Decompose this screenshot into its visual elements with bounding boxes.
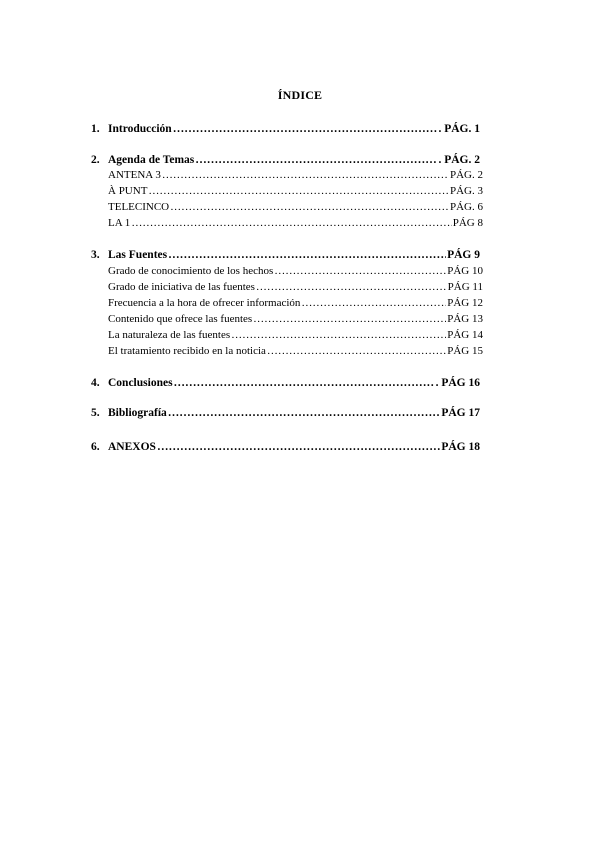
- toc-entry-anexos[interactable]: [91, 440, 480, 454]
- subentry-label: LA 1: [108, 217, 131, 229]
- toc-subentry-iniciativa[interactable]: [108, 280, 483, 294]
- dot-leader: [301, 296, 446, 310]
- page-title: ÍNDICE: [277, 88, 323, 102]
- dot-leader: [162, 168, 449, 182]
- subentry-label: Grado de iniciativa de las fuentes: [108, 281, 255, 293]
- entry-label: Agenda de Temas: [108, 154, 195, 166]
- toc-subentry-conocimiento[interactable]: [108, 264, 483, 278]
- toc-subentry-frecuencia[interactable]: [108, 296, 483, 310]
- toc-entry-bibliografia[interactable]: [91, 406, 480, 420]
- entry-page: . PÁG. 2: [438, 154, 480, 166]
- subentry-page: PÁG. 3: [449, 185, 483, 197]
- entry-label: ANEXOS: [108, 441, 156, 453]
- toc-subentry-apunt[interactable]: [108, 184, 483, 198]
- toc-subentry-contenido[interactable]: [108, 312, 483, 326]
- toc-entry-introduccion[interactable]: [91, 122, 480, 136]
- dot-leader: [170, 200, 449, 214]
- entry-page: . PÁG 16: [435, 377, 480, 389]
- toc-subentry-tratamiento[interactable]: [108, 344, 483, 358]
- dot-leader: [131, 216, 451, 230]
- toc-entry-conclusiones[interactable]: [91, 376, 480, 390]
- subentry-label: Contenido que ofrece las fuentes: [108, 313, 253, 325]
- subentry-page: PÁG 11: [447, 281, 483, 293]
- subentry-page: PÁG 8: [452, 217, 483, 229]
- toc-entry-agenda[interactable]: [91, 153, 480, 167]
- dot-leader: [174, 376, 435, 390]
- toc-subentry-naturaleza[interactable]: [108, 328, 483, 342]
- entry-number: 3.: [91, 249, 100, 261]
- entry-number: 6.: [91, 441, 100, 453]
- subentry-page: PÁG 12: [447, 297, 483, 309]
- toc-subentry-telecinco[interactable]: [108, 200, 483, 214]
- dot-leader: [168, 248, 446, 262]
- dot-leader: [231, 328, 446, 342]
- subentry-label: Frecuencia a la hora de ofrecer información: [108, 297, 301, 309]
- subentry-label: La naturaleza de las fuentes: [108, 329, 231, 341]
- entry-page: PÁG 18: [441, 441, 480, 453]
- entry-page: PÁG 17: [441, 407, 480, 419]
- dot-leader: [168, 406, 441, 420]
- entry-page: PÁG 9: [447, 249, 480, 261]
- toc-entry-fuentes[interactable]: [91, 248, 480, 262]
- subentry-label: El tratamiento recibido en la noticia: [108, 345, 266, 357]
- subentry-page: PÁG 14: [447, 329, 483, 341]
- subentry-page: PÁG. 6: [449, 201, 483, 213]
- toc-subentry-antena3[interactable]: [108, 168, 483, 182]
- entry-number: 5.: [91, 407, 100, 419]
- entry-label: Las Fuentes: [108, 249, 168, 261]
- dot-leader: [157, 440, 440, 454]
- dot-leader: [173, 122, 438, 136]
- dot-leader: [195, 153, 437, 167]
- entry-number: 1.: [91, 123, 100, 135]
- dot-leader: [274, 264, 446, 278]
- entry-number: 4.: [91, 377, 100, 389]
- entry-page: . PÁG. 1: [438, 123, 480, 135]
- subentry-page: PÁG. 2: [449, 169, 483, 181]
- entry-label: Conclusiones: [108, 377, 173, 389]
- dot-leader: [267, 344, 446, 358]
- dot-leader: [148, 184, 449, 198]
- subentry-label: TELECINCO: [108, 201, 170, 213]
- entry-label: Introducción: [108, 123, 172, 135]
- toc-subentry-la1[interactable]: [108, 216, 483, 230]
- subentry-label: Grado de conocimiento de los hechos: [108, 265, 274, 277]
- entry-number: 2.: [91, 154, 100, 166]
- subentry-label: À PUNT: [108, 185, 148, 197]
- subentry-label: ANTENA 3: [108, 169, 161, 181]
- dot-leader: [253, 312, 446, 326]
- entry-label: Bibliografía: [108, 407, 167, 419]
- subentry-page: PÁG 15: [447, 345, 483, 357]
- subentry-page: PÁG 13: [447, 313, 483, 325]
- dot-leader: [256, 280, 447, 294]
- subentry-page: PÁG 10: [447, 265, 483, 277]
